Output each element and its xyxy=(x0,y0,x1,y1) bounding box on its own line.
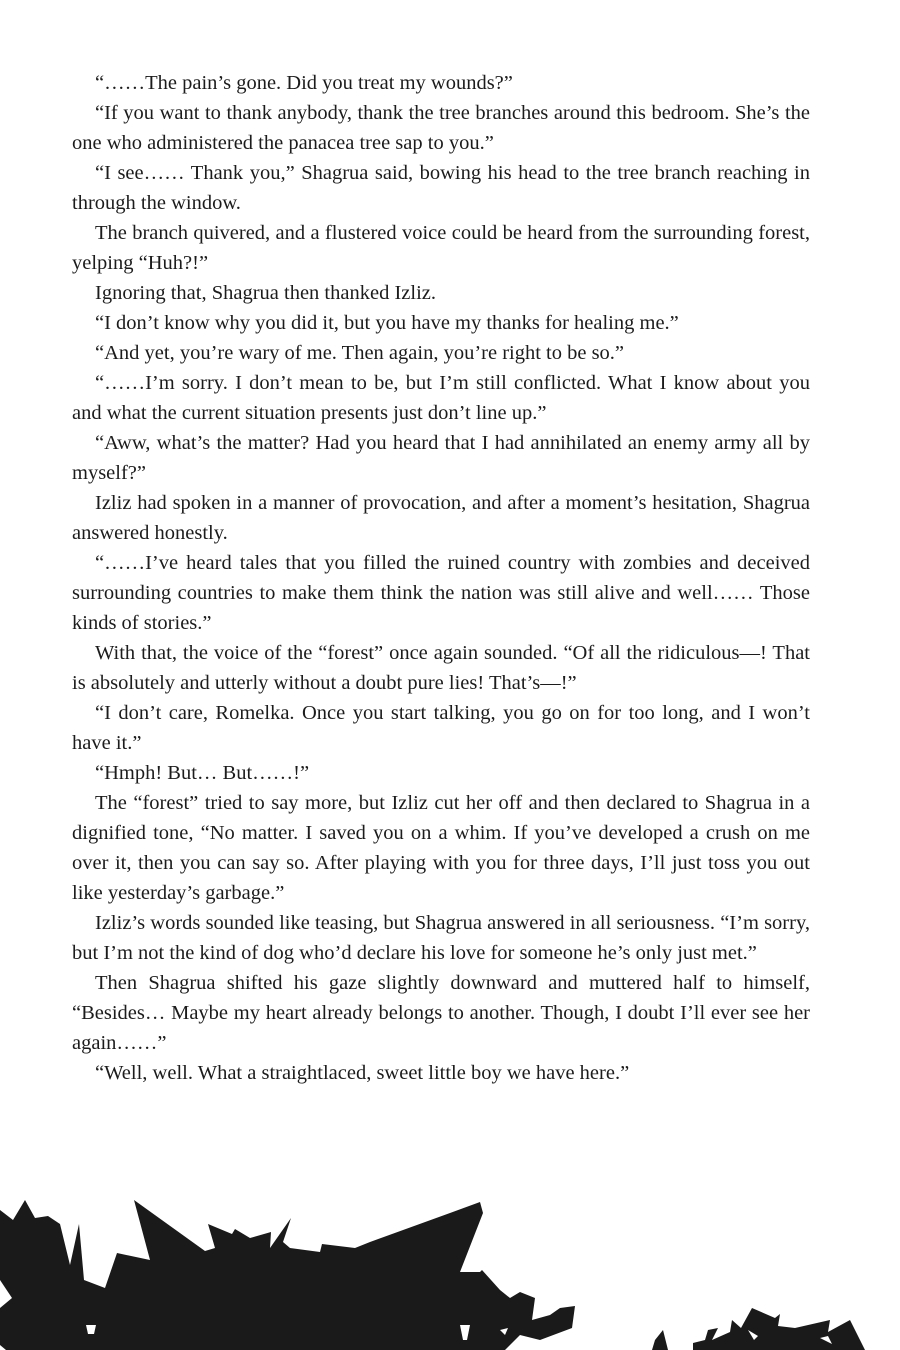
paragraph: “……I’m sorry. I don’t mean to be, but I’m still conflicted. What I know about you and what the current situation presents just don’t line up.” xyxy=(72,372,810,424)
jagged-ink-silhouette-icon xyxy=(0,1180,900,1350)
page-body-text xyxy=(72,68,810,1088)
paragraph: “Aww, what’s the matter? Had you heard that I had annihilated an enemy army all by myself?” xyxy=(72,432,810,484)
paragraph: “If you want to thank anybody, thank the tree branches around this bedroom. She’s the one who administered the panacea tree sap to you.” xyxy=(72,102,810,154)
paragraph: “Hmph! But… But……!” xyxy=(95,762,310,784)
paragraph: Izliz’s words sounded like teasing, but Shagrua answered in all seriousness. “I’m sorry, but I’m not the kind of dog who’d declare his love for someone he’s only just met.” xyxy=(72,912,810,964)
paragraph: “I don’t care, Romelka. Once you start talking, you go on for too long, and I won’t have it.” xyxy=(72,702,810,754)
paragraph: Then Shagrua shifted his gaze slightly downward and muttered half to himself, “Besides… Maybe my heart already belongs to another. Though, I doubt I’ll ever see her again……” xyxy=(72,972,810,1054)
paragraph: “And yet, you’re wary of me. Then again, you’re right to be so.” xyxy=(95,342,625,364)
paragraph: Ignoring that, Shagrua then thanked Izliz. xyxy=(95,282,436,304)
paragraph: “……I’ve heard tales that you filled the ruined country with zombies and deceived surrounding countries to make them think the nation was still alive and well…… Those kinds of stories.” xyxy=(72,552,810,634)
paragraph: With that, the voice of the “forest” once again sounded. “Of all the ridiculous—! That is absolutely and utterly without a doubt pure lies! That’s—!” xyxy=(72,642,810,694)
paragraph: “……The pain’s gone. Did you treat my wounds?” xyxy=(95,72,513,94)
paragraph: The “forest” tried to say more, but Izliz cut her off and then declared to Shagrua in a dignified tone, “No matter. I saved you on a whim. If you’ve developed a crush on me over it, then you can say so. After playing with you for three days, I’ll just toss you out like yesterday’s garbage.” xyxy=(72,792,810,904)
paragraph: Izliz had spoken in a manner of provocation, and after a moment’s hesitation, Shagrua answered honestly. xyxy=(72,492,810,544)
paragraph: “I see…… Thank you,” Shagrua said, bowing his head to the tree branch reaching in through the window. xyxy=(72,162,810,214)
paragraph: The branch quivered, and a flustered voice could be heard from the surrounding forest, yelping “Huh?!” xyxy=(72,222,810,274)
paragraph: “I don’t know why you did it, but you have my thanks for healing me.” xyxy=(95,312,679,334)
paragraph: “Well, well. What a straightlaced, sweet little boy we have here.” xyxy=(95,1062,630,1084)
